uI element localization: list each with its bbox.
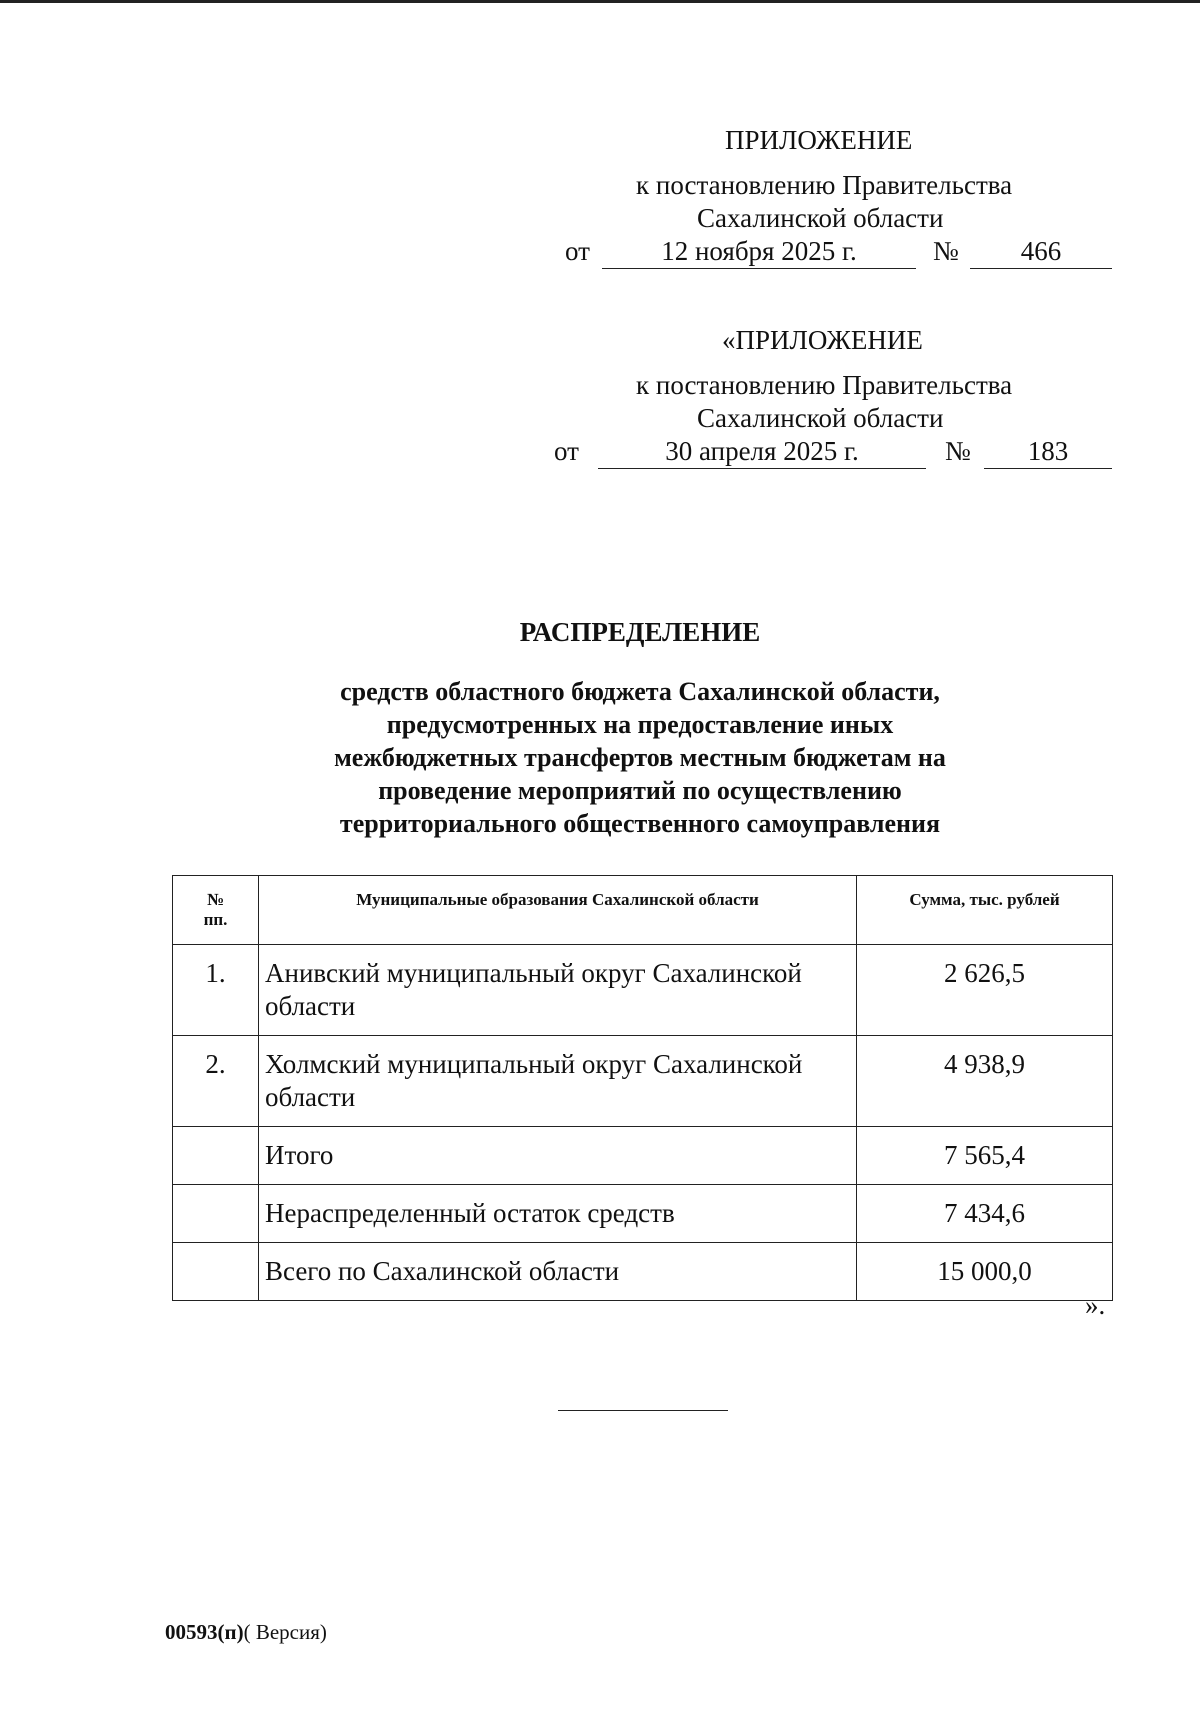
subtitle-line: межбюджетных трансфертов местным бюджетам на (334, 743, 946, 772)
attachment-line1: к постановлению Правительства (636, 170, 1013, 200)
row-number (173, 1127, 259, 1185)
attachment-line1: к постановлению Правительства (636, 370, 1013, 400)
header-number-line2: пп. (203, 910, 228, 929)
row-amount: 15 000,0 (857, 1243, 1113, 1301)
heading-title: РАСПРЕДЕЛЕНИЕ (519, 617, 761, 647)
from-label: от (565, 236, 590, 266)
attachment-title: ПРИЛОЖЕНИЕ (725, 125, 913, 155)
row-municipality: Нераспределенный остаток средств (259, 1185, 857, 1243)
header-municipality: Муниципальные образования Сахалинской области (259, 876, 857, 945)
header-amount: Сумма, тыс. рублей (857, 876, 1113, 945)
table-row (173, 1036, 1113, 1127)
separator-line (558, 1410, 728, 1411)
subtitle-line: средств областного бюджета Сахалинской области, (340, 677, 940, 706)
row-amount: 7 434,6 (857, 1185, 1113, 1243)
document-date: 30 апреля 2025 г. (598, 435, 926, 469)
row-number: 2. (173, 1036, 259, 1127)
row-amount: 4 938,9 (857, 1036, 1113, 1127)
table-row-remainder (173, 1185, 1113, 1243)
document-number: 466 (970, 235, 1112, 269)
table-row (173, 945, 1113, 1036)
table-row-subtotal (173, 1127, 1113, 1185)
row-municipality: Анивский муниципальный округ Сахалинской области (259, 945, 857, 1036)
header-number (173, 876, 259, 945)
attachment-title: «ПРИЛОЖЕНИЕ (722, 325, 923, 355)
table-header-row (173, 876, 1113, 945)
heading-subtitle (250, 675, 1030, 840)
closing-quote: ». (1085, 1290, 1106, 1320)
page-top-border (0, 0, 1200, 3)
row-municipality: Всего по Сахалинской области (259, 1243, 857, 1301)
document-number: 183 (984, 435, 1112, 469)
document-heading (250, 615, 1030, 840)
attachment-block-2 (540, 324, 1140, 473)
from-label: от (554, 436, 579, 466)
footer-code: 00593(п) (165, 1620, 244, 1644)
subtitle-line: предусмотренных на предоставление иных (386, 710, 894, 739)
header-number-line1: № (206, 890, 225, 909)
number-label: № (933, 236, 959, 266)
row-number (173, 1243, 259, 1301)
attachment-line2: Сахалинской области (697, 403, 944, 433)
table-row-total (173, 1243, 1113, 1301)
distribution-table (172, 875, 1113, 1301)
row-number (173, 1185, 259, 1243)
row-municipality: Итого (259, 1127, 857, 1185)
attachment-date-row (540, 235, 1140, 273)
subtitle-line: проведение мероприятий по осуществлению (378, 776, 902, 805)
row-municipality: Холмский муниципальный округ Сахалинской области (259, 1036, 857, 1127)
row-amount: 2 626,5 (857, 945, 1113, 1036)
subtitle-line: территориального общественного самоуправления (339, 809, 941, 838)
document-date: 12 ноября 2025 г. (602, 235, 916, 269)
document-footer (165, 1620, 327, 1645)
attachment-block-1 (540, 124, 1140, 273)
number-label: № (945, 436, 971, 466)
row-amount: 7 565,4 (857, 1127, 1113, 1185)
attachment-line2: Сахалинской области (697, 203, 944, 233)
row-number: 1. (173, 945, 259, 1036)
attachment-date-row (540, 435, 1140, 473)
footer-version: ( Версия) (243, 1620, 327, 1644)
